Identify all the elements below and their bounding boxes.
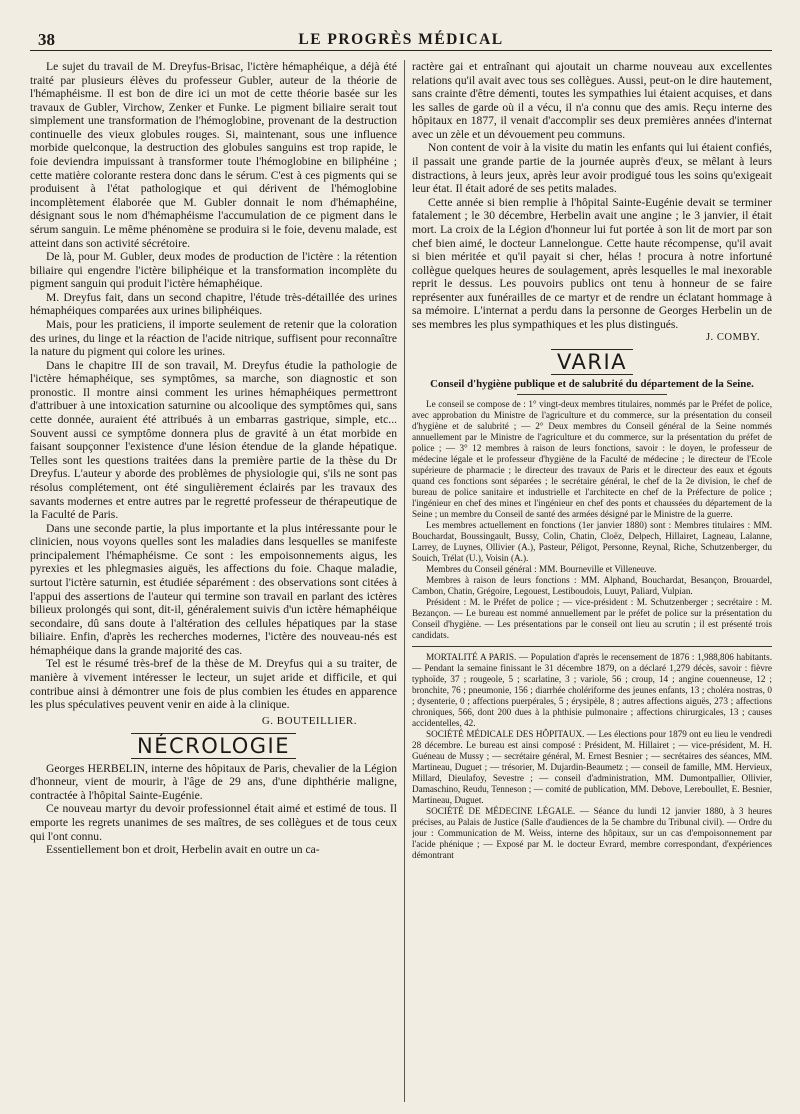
divider (412, 646, 772, 647)
obituary-paragraph: Non content de voir à la visite du matin les enfants qui lui étaient confiés, il passait une grande partie de la journée auprès d'eux, se mêlant à leurs distractions, à leurs jeux, après leur avoir prodigué tous les soins qu'exigeait leur état. Il était adoré de ses petits malades. (412, 141, 772, 196)
section-heading: NÉCROLOGIE (131, 733, 296, 759)
journal-title: LE PROGRÈS MÉDICAL (298, 31, 504, 48)
news-note: SOCIÉTÉ DE MÉDECINE LÉGALE. — Séance du lundi 12 janvier 1880, à 3 heures précises, au Palais de Justice (Salle d'audiences de la 5e chambre du Tribunal civil). — Ordre du jour : Communication de M. Weiss, interne des hôpitaux, sur un cas d'empoisonnement par l'acide phénique ; — Exposé par M. le docteur Evrard, membre correspondant, d'expériences démontrant (412, 805, 772, 860)
news-note: MORTALITÉ A PARIS. — Population d'après le recensement de 1876 : 1,988,806 habitants. — Pendant la semaine finissant le 31 décembre 1879, on a déclaré 1,279 décès, savoir : fièvre typhoïde, 37 ; rougeole, 5 ; scarlatine, 3 ; variole, 56 ; croup, 14 ; angine couenneuse, 12 ; bronchite, 76 ; pneumonie, 156 ; diarrhée cholériforme des jeunes enfants, 13 ; choléra nostras, 0 ; dysenterie, 0 ; affections puerpérales, 5 ; érysipèle, 8 ; autres affections aiguës, 273 ; affections chroniques, 566, dont 200 dues à la phthisie pulmonaire ; affections chirurgicales, 13 ; causes accidentelles, 42. (412, 651, 772, 728)
obituary-paragraph: Cette année si bien remplie à l'hôpital Sainte-Eugénie devait se terminer fatalement ; le 30 décembre, Herbelin avait une angine ; le 3 janvier, il était mort. La croix de la Légion d'honneur lui fut portée à son lit de mort par son chef bien aimé, le docteur Lannelongue. Cette haute récompense, qu'il avait si bien méritée et qu'il payait si cher, hélas ! procura à notre infortuné collègue quelques heures de soulagement, après lesquelles le mal inexorable reprit le dessus. Les pouvoirs publics ont tenu à honneur de se faire représenter aux funérailles de ce martyr et de rendre un éclatant hommage à sa mémoire. L'internat a perdu dans la personne de Georges Herbelin un de ses membres les plus sympathiques et les plus distingués. (412, 195, 772, 331)
review-paragraph: Dans une seconde partie, la plus importante et la plus intéressante pour le clinicien, nous voyons quelles sont les maladies dans lesquelles se manifeste principalement l'hémaphéisme. Ce sont : les empoisonnements aigus, les pyrexies et les phlegmasies aiguës, les affections du foie. Chaque maladie, surtout l'ictère saturnin, est étudiée séparément : des observations sont citées à l'appui des assertions de l'auteur qui termine son travail en parlant des ictères bilieux prolongés qui sont, dit-il, généralement suivis d'un ictère hémaphéique secondaire, dû sans doute à l'altération des cellules hépatiques par la stase biliaire. Enfin, d'après les recherches modernes, l'ictère des nouveau-nés est hémaphéique dans la grande majorité des cas. (30, 521, 397, 657)
obituary-paragraph: Ce nouveau martyr du devoir professionnel était aimé et estimé de tous. Il emporte les regrets unanimes de ses maîtres, de ses collègues et de tous ceux qui l'ont connu. (30, 802, 397, 843)
right-column (412, 60, 772, 1102)
necrologie-section (30, 733, 397, 759)
obituary-paragraph: ractère gai et entraînant qui ajoutait un charme nouveau aux excellentes relations qu'il avait avec tous ses collègues. Aussi, peut-on le dire hautement, sans crainte d'être démenti, toutes les sympathies lui étaient acquises, et dans les salles de garde où il a vécu, il n'a connu que des amis. Reçu interne des hôpitaux en 1877, il venait d'accomplir ses deux premières années d'internat avec un zèle et un dévouement peu communs. (412, 60, 772, 141)
article-columns (30, 60, 772, 1102)
varia-paragraph: Membres à raison de leurs fonctions : MM. Alphand, Bouchardat, Besançon, Brouardel, Cambon, Chatin, Grégoire, Legouest, Lestiboudois, Luuyt, Paliard, Vulpian. (412, 575, 772, 597)
obituary-paragraph: Essentiellement bon et droit, Herbelin avait en outre un ca- (46, 843, 320, 857)
review-paragraph: De là, pour M. Gubler, deux modes de production de l'ictère : la rétention biliaire qui engendre l'ictère biliphéique et la transformation incomplète du pigment sanguin qui produit l'ictère hémaphéique. (30, 250, 397, 291)
news-note: SOCIÉTÉ MÉDICALE DES HÔPITAUX. — Les élections pour 1879 ont eu lieu le vendredi 28 décembre. Le bureau est ainsi composé : Président, M. Hillairet ; — vice-président, M. H. Guéneau de Mussy ; — secrétaire général, M. Ernest Besnier ; — secrétaires des séances, MM. Martineau, Duguet ; — trésorier, M. Dujardin-Beaumetz ; — conseil de famille, MM. Hervieux, Millard, Dieulafoy, Sevestre ; — conseil d'administration, MM. Dumontpallier, Ollivier, Damaschino, Reudu, Tenneson ; — comité de publication, MM. Debove, Lereboullet, E. Besnier, Martineau, Duguet. (412, 728, 772, 805)
varia-paragraph: Le conseil se compose de : 1° vingt-deux membres titulaires, nommés par le Préfet de police, avec approbation du Ministre de l'agriculture et du commerce, sur la présentation du conseil d'hygiène et de salubrité ; — 2° Deux membres du Conseil général de la Seine nommés annuellement par le Ministre de l'agriculture et du commerce, sur la présentation du préfet de police ; — 3° 12 membres à raison de leurs fonctions, savoir : le doyen, le professeur de médecine légale et le professeur d'hygiène de la Faculté de médecine ; le directeur de l'Ecole supérieure de pharmacie ; le directeur des travaux de Paris et le directeur des eaux et égouts quand ces fonctions sont séparées ; le secrétaire général, le chef de la 2e division, le chef de bureau de police sanitaire et industrielle et l'architecte en chef de la Préfecture de police ; l'ingénieur en chef des mines et l'ingénieur en chef des ponts et chaussées du département de la Seine ; un membre du Conseil de santé des armées désigné par le Ministre de la guerre. (412, 399, 772, 520)
author-signature: G. BOUTEILLIER. (261, 714, 357, 727)
left-column (30, 60, 397, 1102)
varia-section (412, 349, 772, 375)
varia-paragraph: Président : M. le Préfet de police ; — vice-président : M. Schutzenberger ; secrétaire : M. Bezançon. — Le bureau est nommé annuellement par le préfet de police sur la présentation du Conseil d'hygiène. — Les présentations par le conseil ont lieu au scrutin ; il est présenté trois candidats. (412, 597, 772, 641)
varia-subheading: Conseil d'hygiène publique et de salubrité du département de la Seine. (430, 377, 754, 390)
column-divider (404, 60, 405, 1102)
review-paragraph: M. Dreyfus fait, dans un second chapitre, l'étude très-détaillée des urines hémaphéiques comparées aux urines biliphéiques. (30, 290, 397, 318)
page-number: 38 (38, 30, 55, 49)
review-paragraph: Le sujet du travail de M. Dreyfus-Brisac, l'ictère hémaphéique, a déjà été traité par plusieurs élèves du professeur Gubler, auteur de la théorie de l'hémaphéisme. Il est bon de dire ici un mot de cette théorie basée sur les travaux de Gubler, Virchow, Zenker et Funke. Le pigment biliaire serait tout simplement une transformation de l'hémoglobine, provenant de la destruction continuelle des vieux globules rouges. Si, maintenant, sous une influence morbide quelconque, la destruction des globules sanguins est trop rapide, le foie deviendra impuissant à transformer toute l'hémoglobine en biliphéine ; cette matière colorante restera donc dans le sérum. C'est à ces pigments qui se produisent à l'état pathologique et qui dérivent de l'hémoglobine incomplètement élaborée que M. Gubler donnait le nom d'hémaphéine, désignant sous le nom d'hémaphéisme l'accumulation de ce pigment dans le sérum sanguin. Le même phénomène se produira si le foie, devenu malade, est atteint dans son activité sécrétoire. (30, 60, 397, 250)
divider (517, 394, 667, 395)
section-heading: VARIA (551, 349, 633, 375)
varia-paragraph: Membres du Conseil général : MM. Bourneville et Villeneuve. (426, 564, 657, 575)
review-paragraph: Dans le chapitre III de son travail, M. Dreyfus étudie la pathologie de l'ictère hémaphéique, ses symptômes, sa marche, son diagnostic et son pronostic. Il montre ainsi comment les urines hémaphéiques permettront d'attribuer à une intoxication saturnine ou alcoolique des symptômes qui, sans cette donnée, auraient été attribués à un embarras gastrique, simple, etc... Souvent aussi ce symptôme donnera plus de gravité à un état morbide en faisant soupçonner l'existence d'une lésion étendue de la glande hépatique. Telles sont les questions traitées dans la première partie de la thèse du Dr Dreyfus. L'auteur y aborde des problèmes de physiologie qui, s'ils ne sont pas résolus complétement, ont été singulièrement éclairés par les travaux des savants modernes et entre autres par le regretté professeur de thérapeutique de la Faculté de Paris. (30, 358, 397, 522)
author-signature: J. COMBY. (705, 331, 760, 343)
varia-paragraph: Les membres actuellement en fonctions (1er janvier 1880) sont : Membres titulaires : MM. Bouchardat, Boussingault, Bussy, Colin, Chatin, Cloëz, Delpech, Hillairet, Lagneau, Lalanne, Larrey, de Luynes, Ollivier (A.), Pasteur, Péligot, Personne, Reynal, Riche, Schutzenberger, du Souich, Trélat (U.), Voisin (A.). (412, 520, 772, 564)
review-paragraph: Mais, pour les praticiens, il importe seulement de retenir que la coloration des urines, du linge et la réaction de l'acide nitrique, suffisent pour reconnaître la nature du pigment qui colore les urines. (30, 317, 397, 359)
obituary-paragraph: Georges HERBELIN, interne des hôpitaux de Paris, chevalier de la Légion d'honneur, vient de mourir, à l'âge de 29 ans, d'une diphthérie maligne, contractée à l'hôpital Sainte-Eugénie. (30, 761, 397, 802)
review-paragraph: Tel est le résumé très-bref de la thèse de M. Dreyfus qui a su traiter, de manière à vivement intéresser le lecteur, un sujet aride et difficile, et qui contribue ainsi à démontrer une fois de plus combien les études en apparence les plus spéculatives peuvent venir en aide à la clinique. (30, 657, 397, 712)
page-header (30, 28, 772, 51)
